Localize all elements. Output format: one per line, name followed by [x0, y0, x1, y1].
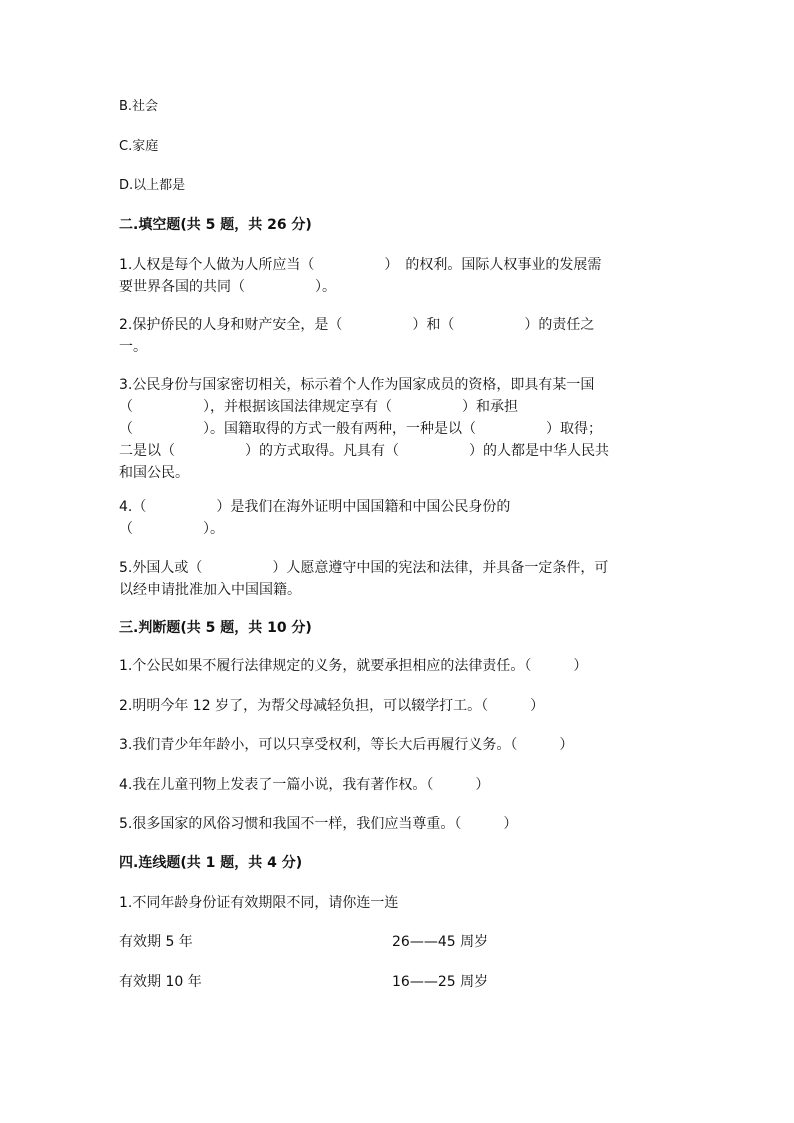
fill-question-5	[119, 557, 679, 601]
match-right-item: 26——45 周岁	[392, 934, 489, 950]
fill-question-2-line-2: 一。	[119, 339, 147, 355]
fill-question-4	[119, 496, 679, 540]
fill-question-1-line-2: 要世界各国的共同（ ）。	[119, 279, 336, 295]
match-right-item: 16——25 周岁	[392, 974, 489, 990]
fill-question-3	[119, 374, 679, 484]
fill-question-4-line-1: 4.（ ）是我们在海外证明中国国籍和中国公民身份的	[119, 499, 511, 515]
fill-question-3-line-3: （ ）。国籍取得的方式一般有两种，一种是以（ ）取得；	[119, 421, 602, 437]
fill-question-3-line-5: 和国公民。	[119, 465, 189, 481]
judge-question-5: 5.很多国家的风俗习惯和我国不一样，我们应当尊重。（ ）	[119, 816, 518, 832]
option-d: D.以上都是	[119, 178, 186, 193]
section-3-heading: 三.判断题(共 5 题，共 10 分)	[119, 620, 312, 636]
judge-question-4: 4.我在儿童刊物上发表了一篇小说，我有著作权。（ ）	[119, 777, 490, 793]
match-left-item: 有效期 5 年	[119, 934, 193, 950]
fill-question-2-line-1: 2.保护侨民的人身和财产安全，是（ ）和（ ）的责任之	[119, 317, 595, 333]
fill-question-2	[119, 314, 679, 358]
section-2-heading: 二.填空题(共 5 题，共 26 分)	[119, 217, 312, 233]
fill-question-3-line-1: 3.公民身份与国家密切相关，标示着个人作为国家成员的资格，即具有某一国	[119, 377, 595, 393]
option-c: C.家庭	[119, 139, 159, 154]
match-question-1: 1.不同年龄身份证有效期限不同，请你连一连	[119, 895, 399, 911]
section-4-heading: 四.连线题(共 1 题，共 4 分)	[119, 855, 303, 871]
judge-question-1: 1.个公民如果不履行法律规定的义务，就要承担相应的法律责任。（ ）	[119, 658, 588, 674]
judge-question-2: 2.明明今年 12 岁了，为帮父母减轻负担，可以辍学打工。（ ）	[119, 698, 545, 714]
fill-question-4-line-2: （ ）。	[119, 521, 224, 537]
fill-question-3-line-4: 二是以（ ）的方式取得。凡具有（ ）的人都是中华人民共	[119, 443, 609, 459]
fill-question-1-line-1: 1.人权是每个人做为人所应当（ ） 的权利。国际人权事业的发展需	[119, 257, 602, 273]
fill-question-3-line-2: （ ），并根据该国法律规定享有（ ）和承担	[119, 399, 518, 415]
option-b: B.社会	[119, 99, 159, 114]
fill-question-5-line-1: 5.外国人或（ ）人愿意遵守中国的宪法和法律，并具备一定条件，可	[119, 560, 609, 576]
fill-question-5-line-2: 以经申请批准加入中国国籍。	[119, 582, 301, 598]
match-left-item: 有效期 10 年	[119, 974, 202, 990]
judge-question-3: 3.我们青少年年龄小，可以只享受权利，等长大后再履行义务。（ ）	[119, 737, 574, 753]
fill-question-1	[119, 254, 679, 298]
